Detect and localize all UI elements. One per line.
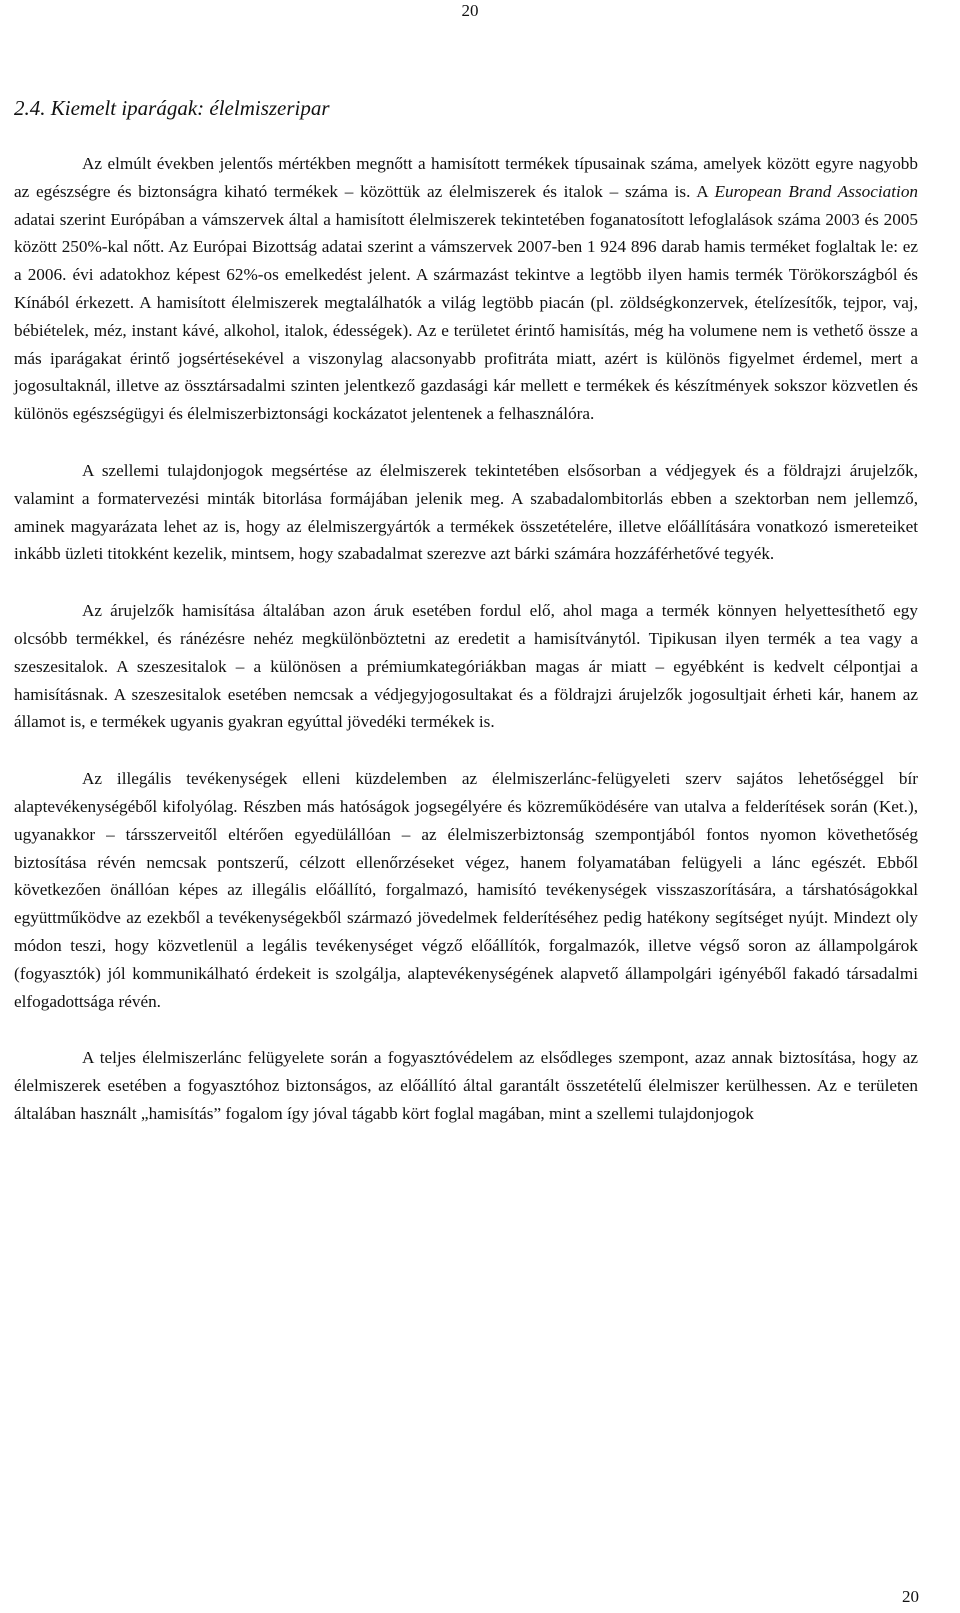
page-number-top: 20 xyxy=(461,1,479,20)
text-segment: adatai szerint Európában a vámszervek által a hamisított élelmiszerek tekintetében foganatosított lefoglalások száma 2003 és 2005 között 250%-kal nőtt. Az Európai Bizottság adatai szerint a vámszervek 2007-ben 1 924 896 darab hamis terméket foglaltak le: ez a 2006. évi adatokhoz képest 62%-os emelkedést jelent. A származást tekintve a legtöbb ilyen hamis termék Törökországból és Kínából érkezett. A hamisított élelmiszerek megtalálhatók a világ legtöbb piacán (pl. zöldségkonzervek, ételízesítők, tejpor, vaj, bébiételek, méz, instant kávé, alkohol, italok, édességek). Az e területet érintő hamisítás, még ha volumene nem is vethető össze a más iparágakat érintő jogsértésekével a viszonylag alacsonyabb profitráta miatt, azért is különös figyelmet érdemel, mert a jogosultaknál, illetve az össztársadalmi szinten jelentkező gazdasági kár mellett e termékek és készítmények sokszor közvetlen és különös egészségügyi és élelmiszerbiztonsági kockázatot jelentenek a felhasználóra. xyxy=(14,209,918,424)
text-segment: A szellemi tulajdonjogok megsértése az élelmiszerek tekintetében elsősorban a védjegyek és a földrajzi árujelzők, valamint a formatervezési minták bitorlása formájában jelenik meg. A szabadalombitorlás ebben a szektorban nem jellemző, aminek magyarázata lehet az is, hogy az élelmiszergyártók a termékek összetételére, illetve előállítására vonatkozó ismereteiket inkább üzleti titokként kezelik, mintsem, hogy szabadalmat szerezve azt bárki számára hozzáférhetővé tegyék. xyxy=(14,460,918,564)
paragraph-1 xyxy=(14,150,918,428)
body-text xyxy=(14,150,918,1128)
paragraph-2 xyxy=(14,457,918,568)
paragraph-4 xyxy=(14,765,918,1015)
text-segment: Az illegális tevékenységek elleni küzdelemben az élelmiszerlánc-felügyeleti szerv sajátos lehetőséggel bír alaptevékenységéből kifolyólag. Részben más hatóságok jogsegélyére és közreműködésére van utalva a felderítések során (Ket.), ugyanakkor – társszerveitől eltérően egyedülállóan – az élelmiszerbiztonság szempontjából fontos nyomon követhetőség biztosítása révén nemcsak pontszerű, célzott ellenőrzéseket végez, hanem folyamatában felügyeli a lánc egészét. Ebből következően önállóan képes az illegális előállító, forgalmazó, hamisító tevékenységek visszaszorítására, a társhatóságokkal együttműködve az ezekből a tevékenységekből származó jövedelmek felderítéséhez pedig hatékony segítséget nyújt. Mindezt oly módon teszi, hogy közvetlenül a legális tevékenységet végző előállítók, forgalmazók, illetve végső soron az állampolgárok (fogyasztók) jól kommunikálható érdekeit is szolgálja, alaptevékenységének alapvető állampolgári igényéből fakadó társadalmi elfogadottsága révén. xyxy=(14,769,918,1011)
text-segment: A teljes élelmiszerlánc felügyelete során a fogyasztóvédelem az elsődleges szempont, azaz annak biztosítása, hogy az élelmiszerek esetében a fogyasztóhoz biztonságos, az előállító által garantált összetételű élelmiszer kerülhessen. Az e területen általában használt „hamisítás” fogalom így jóval tágabb kört foglal magában, mint a szellemi tulajdonjogok xyxy=(14,1048,918,1123)
text-segment: Az elmúlt években jelentős mértékben megnőtt a hamisított termékek típusainak száma, amelyek között egyre nagyobb az egészségre és biztonságra kiható termékek – közöttük az élelmiszerek és italok – száma is. A xyxy=(14,154,918,201)
section-heading: 2.4. Kiemelt iparágak: élelmiszeripar xyxy=(14,96,330,120)
text-segment: Az árujelzők hamisítása általában azon áruk esetében fordul elő, ahol maga a termék könnyen helyettesíthető egy olcsóbb termékkel, és ránézésre nehéz megkülönböztetni az eredetit a hamisítványtól. Tipikusan ilyen termék a tea vagy a szeszesitalok. A szeszesitalok – a különösen a prémiumkategóriákban magas ár miatt – egyébként is kedvelt célpontjai a hamisításnak. A szeszesitalok esetében nemcsak a védjegyjogosultakat és a földrajzi árujelzők jogosultjait érheti kár, hanem az államot is, e termékek ugyanis gyakran egyúttal jövedéki termékek is. xyxy=(14,601,918,732)
paragraph-3 xyxy=(14,597,918,736)
organization-name: European Brand Association xyxy=(714,181,919,201)
page-number-bottom: 20 xyxy=(902,1587,919,1606)
paragraph-5 xyxy=(14,1044,918,1127)
